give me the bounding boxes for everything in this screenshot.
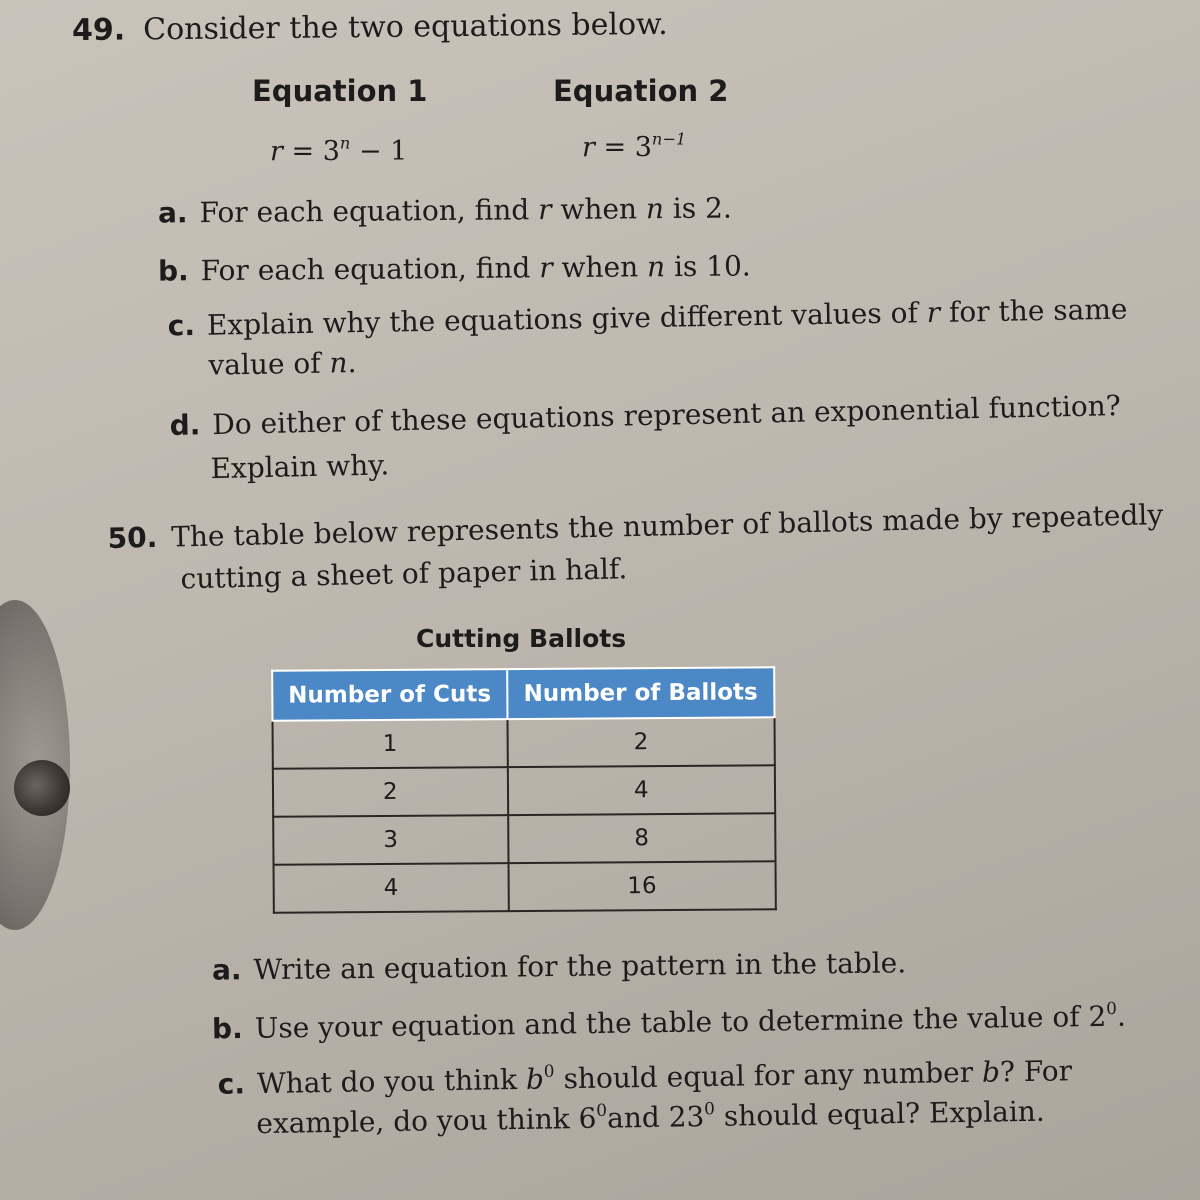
eq2-exponent: n−1 bbox=[651, 129, 687, 149]
column-header-cuts: Number of Cuts bbox=[272, 669, 507, 721]
eq1-exponent: n bbox=[339, 133, 351, 153]
table-row: 3 8 bbox=[273, 813, 775, 865]
table-row: 2 4 bbox=[273, 765, 775, 817]
problem-49-part-b: b. For each equation, find r when n is 10. bbox=[157, 249, 751, 288]
table-row: 1 2 bbox=[273, 717, 775, 769]
equation-1-formula bbox=[270, 133, 408, 167]
problem-50-prompt: 50. The table below represents the number of ballots made by repeatedly cutting a sheet of paper in half. bbox=[107, 498, 1164, 596]
equation-1-heading: Equation 1 bbox=[252, 74, 428, 108]
problem-50-part-b: b. Use your equation and the table to determine the value of $2^0$. bbox=[211, 997, 1127, 1046]
problem-49-part-a: a. For each equation, find r when n is 2. bbox=[157, 191, 732, 230]
eq2-equals: = bbox=[603, 132, 627, 163]
eq2-base: 3 bbox=[634, 132, 652, 163]
equation-2-formula bbox=[582, 129, 687, 163]
table-title: Cutting Ballots bbox=[416, 624, 627, 653]
binder-hole bbox=[14, 760, 70, 816]
problem-49-number: 49. bbox=[71, 12, 126, 49]
cutting-ballots-table bbox=[271, 666, 777, 914]
problem-49-prompt bbox=[72, 7, 668, 48]
table-header-row bbox=[272, 667, 774, 721]
eq1-equals: = bbox=[291, 136, 315, 167]
eq1-lhs: r bbox=[270, 136, 283, 167]
eq1-tail: − 1 bbox=[358, 136, 408, 167]
problem-50-part-c: c. What do you think $b^0$ should equal for any number b? For example, do you think $6^0and$ $23^0$ should equal? Explain. bbox=[217, 1054, 1073, 1141]
column-header-ballots: Number of Ballots bbox=[507, 667, 775, 719]
problem-49-text: Consider the two equations below. bbox=[142, 6, 668, 48]
table-row: 4 16 bbox=[274, 861, 776, 913]
eq1-base: 3 bbox=[322, 136, 340, 167]
problem-49-part-c: c. Explain why the equations give different values of r for the same value of n. bbox=[167, 292, 1128, 382]
problem-50-part-a: a. Write an equation for the pattern in the table. bbox=[211, 946, 907, 987]
problem-50-number: 50. bbox=[107, 520, 158, 555]
problem-49-part-d: d. Do either of these equations represent an exponential function? Explain why. bbox=[169, 389, 1122, 486]
eq2-lhs: r bbox=[582, 132, 595, 163]
equation-2-heading: Equation 2 bbox=[553, 74, 729, 108]
